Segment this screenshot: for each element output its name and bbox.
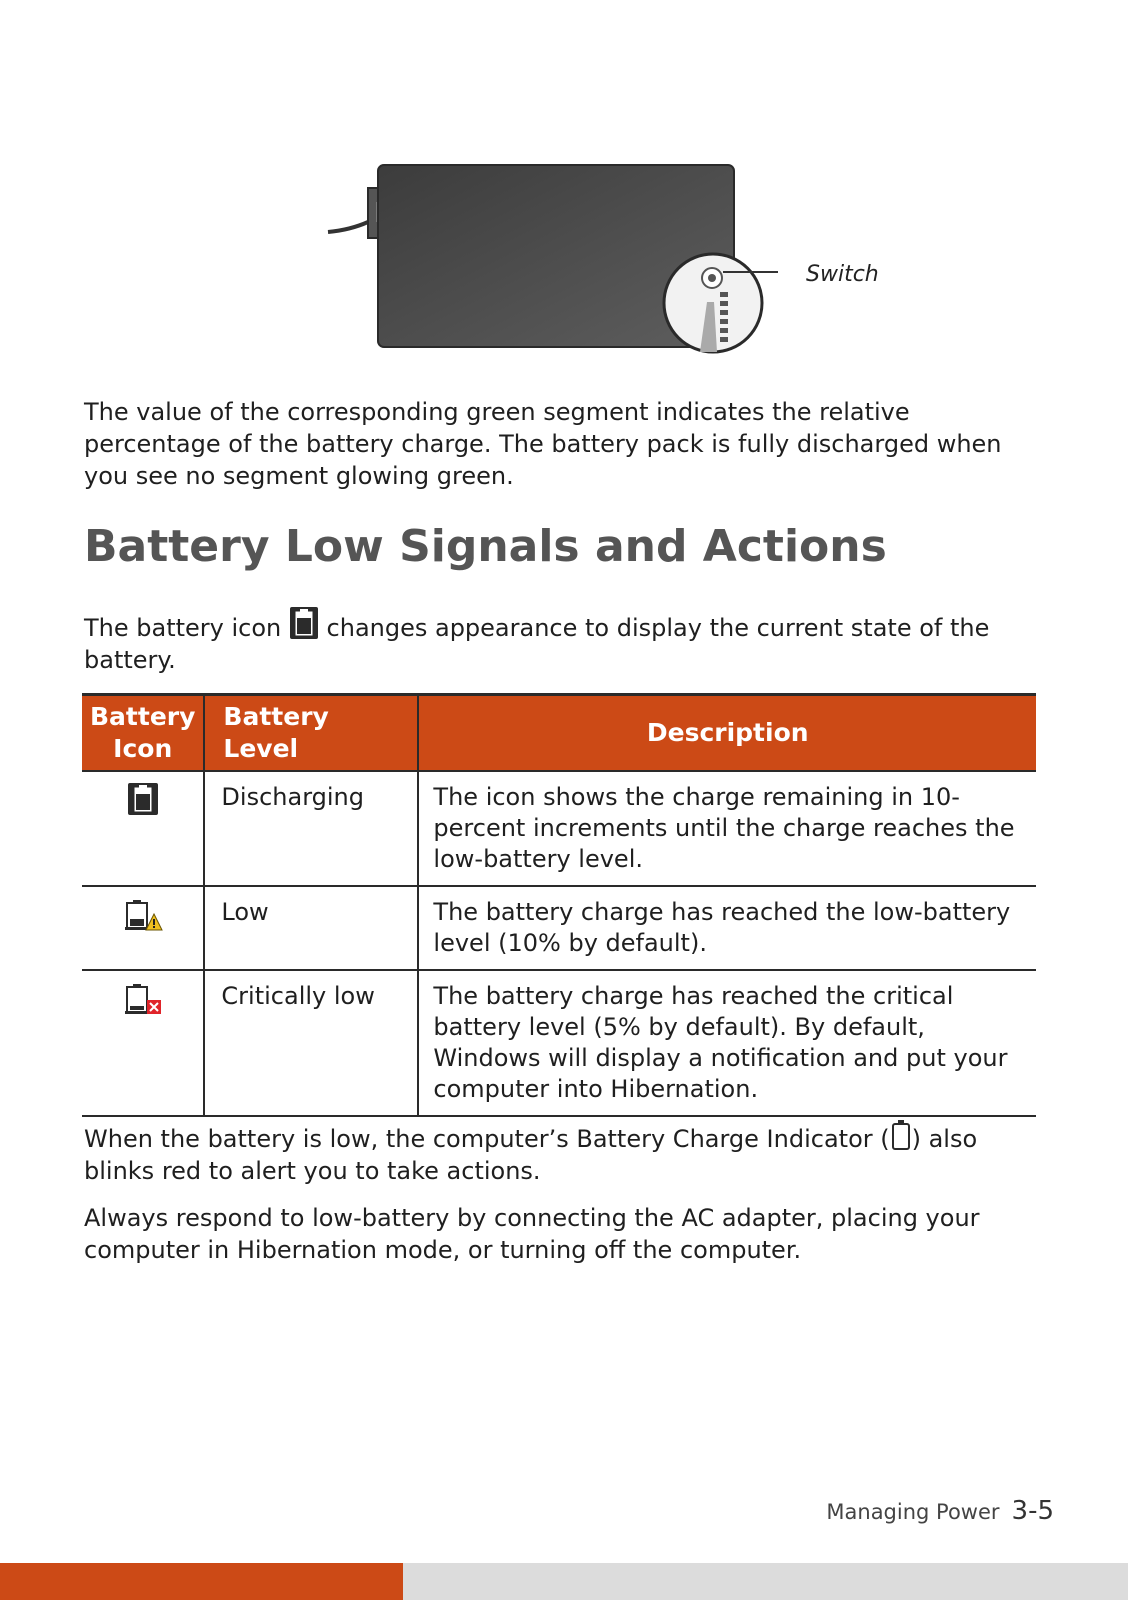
- battery-discharging-icon: [127, 782, 159, 816]
- battery-charge-indicator-icon: [890, 1119, 912, 1151]
- description-cell: The battery charge has reached the low-battery level (10% by default).: [418, 886, 1036, 970]
- description-cell: The icon shows the charge remaining in 10-percent increments until the charge reaches the low-battery level.: [418, 771, 1036, 886]
- description-cell: The battery charge has reached the critical battery level (5% by default). By default, Windows will display a notification and put your computer into Hibernation.: [418, 970, 1036, 1116]
- closing-paragraph: Always respond to low-battery by connecting the AC adapter, placing your computer in Hibernation mode, or turning off the computer.: [84, 1204, 980, 1264]
- battery-icon-paragraph: [84, 606, 1044, 676]
- header-battery-icon: Battery Icon: [82, 695, 204, 772]
- battery-level-cell: Discharging: [204, 771, 418, 886]
- battery-low-warning-icon: [123, 897, 163, 933]
- header-description: Description: [418, 695, 1036, 772]
- indicator-text-before: When the battery is low, the computer’s Battery Charge Indicator (: [84, 1125, 890, 1153]
- battery-critical-icon: [123, 981, 163, 1017]
- table-header-row: [82, 695, 1036, 772]
- page-number: 3-5: [1011, 1496, 1054, 1526]
- battery-icon: [289, 606, 319, 640]
- page-footer: [826, 1496, 1054, 1526]
- battery-level-cell: Critically low: [204, 970, 418, 1116]
- intro-paragraph: The value of the corresponding green segment indicates the relative percentage of the battery charge. The battery pack is fully discharged when you see no segment glowing green.: [84, 398, 1002, 490]
- switch-label: Switch: [806, 262, 879, 287]
- battery-status-table: [82, 693, 1036, 1117]
- header-battery-level: Battery Level: [204, 695, 418, 772]
- battery-icon-text-after: changes appearance to display the current state of the battery.: [84, 614, 990, 674]
- footer-bar-grey: [403, 1563, 1128, 1600]
- footer-bar-accent: [0, 1563, 403, 1600]
- indicator-text-after: ) also blinks red to alert you to take actions.: [84, 1125, 978, 1185]
- footer-section: Managing Power: [826, 1500, 1000, 1524]
- table-row: [82, 970, 1036, 1116]
- table-row: [82, 771, 1036, 886]
- section-title: Battery Low Signals and Actions: [84, 521, 887, 572]
- battery-level-cell: Low: [204, 886, 418, 970]
- table-row: [82, 886, 1036, 970]
- battery-icon-text-before: The battery icon: [84, 614, 282, 642]
- indicator-paragraph: [84, 1119, 1044, 1187]
